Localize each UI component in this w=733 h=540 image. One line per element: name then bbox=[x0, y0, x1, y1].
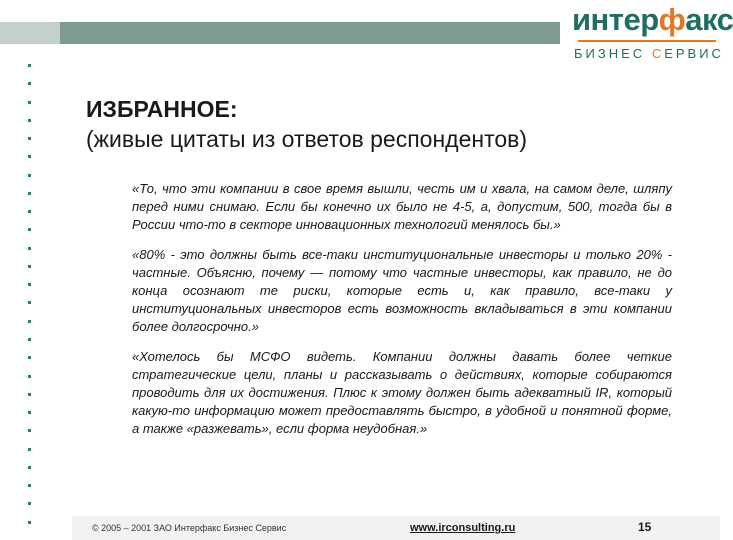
page-number: 15 bbox=[638, 520, 652, 534]
logo-underline bbox=[578, 40, 716, 42]
quote-item: «80% - это должны быть все-таки институциональные инвесторы и только 20% - частные. Объясню, почему — потому что частные инвесторы, как правило, не до конца осознают те риски, которые есть и, как правило, все-таки у институциональных инвесторов есть возможность вкладываться в эти компании более долгосрочно.» bbox=[132, 247, 672, 334]
header-bar-dark-segment bbox=[60, 22, 560, 44]
logo-sub-accent: С bbox=[651, 46, 665, 61]
footer bbox=[72, 516, 720, 540]
logo-sub-pre: БИЗНЕС bbox=[574, 46, 646, 61]
logo-subtitle bbox=[574, 46, 724, 61]
logo-wordmark-accent: ф bbox=[658, 2, 686, 37]
slide-title: ИЗБРАННОЕ: bbox=[86, 96, 238, 122]
logo-wordmark bbox=[572, 2, 733, 38]
footer-url-link[interactable]: www.irconsulting.ru bbox=[410, 522, 516, 534]
quote-item: «Хотелось бы МСФО видеть. Компании должны давать более четкие стратегические цели, планы и рассказывать о действиях, которые собираются проводить для их достижения. Плюс к этому должен быть адекватный IR, который какую-то информацию может предоставлять быстро, в удобной и понятной форме, а также «разжевать», если форма неудобная.» bbox=[132, 349, 672, 436]
quotes-list bbox=[132, 180, 672, 450]
logo-sub-post: ЕРВИС bbox=[664, 46, 724, 61]
logo-wordmark-end: акс bbox=[685, 2, 733, 37]
slide-subtitle: (живые цитаты из ответов респондентов) bbox=[86, 126, 528, 152]
footer-copyright: © 2005 – 2001 ЗАО Интерфакс Бизнес Сервис bbox=[92, 523, 287, 533]
logo-wordmark-main: интер bbox=[572, 2, 659, 37]
header-bar bbox=[0, 22, 560, 44]
header-bar-light-segment bbox=[0, 22, 60, 44]
interfax-logo bbox=[572, 2, 733, 70]
left-dotted-rule bbox=[28, 64, 32, 524]
quote-item: «То, что эти компании в свое время вышли, честь им и хвала, на самом деле, шляпу перед ними снимаю. Если бы конечно их было не 4-5, а, допустим, 500, тогда бы в России что-то в секторе инновационных технологий менялось бы.» bbox=[132, 181, 672, 232]
